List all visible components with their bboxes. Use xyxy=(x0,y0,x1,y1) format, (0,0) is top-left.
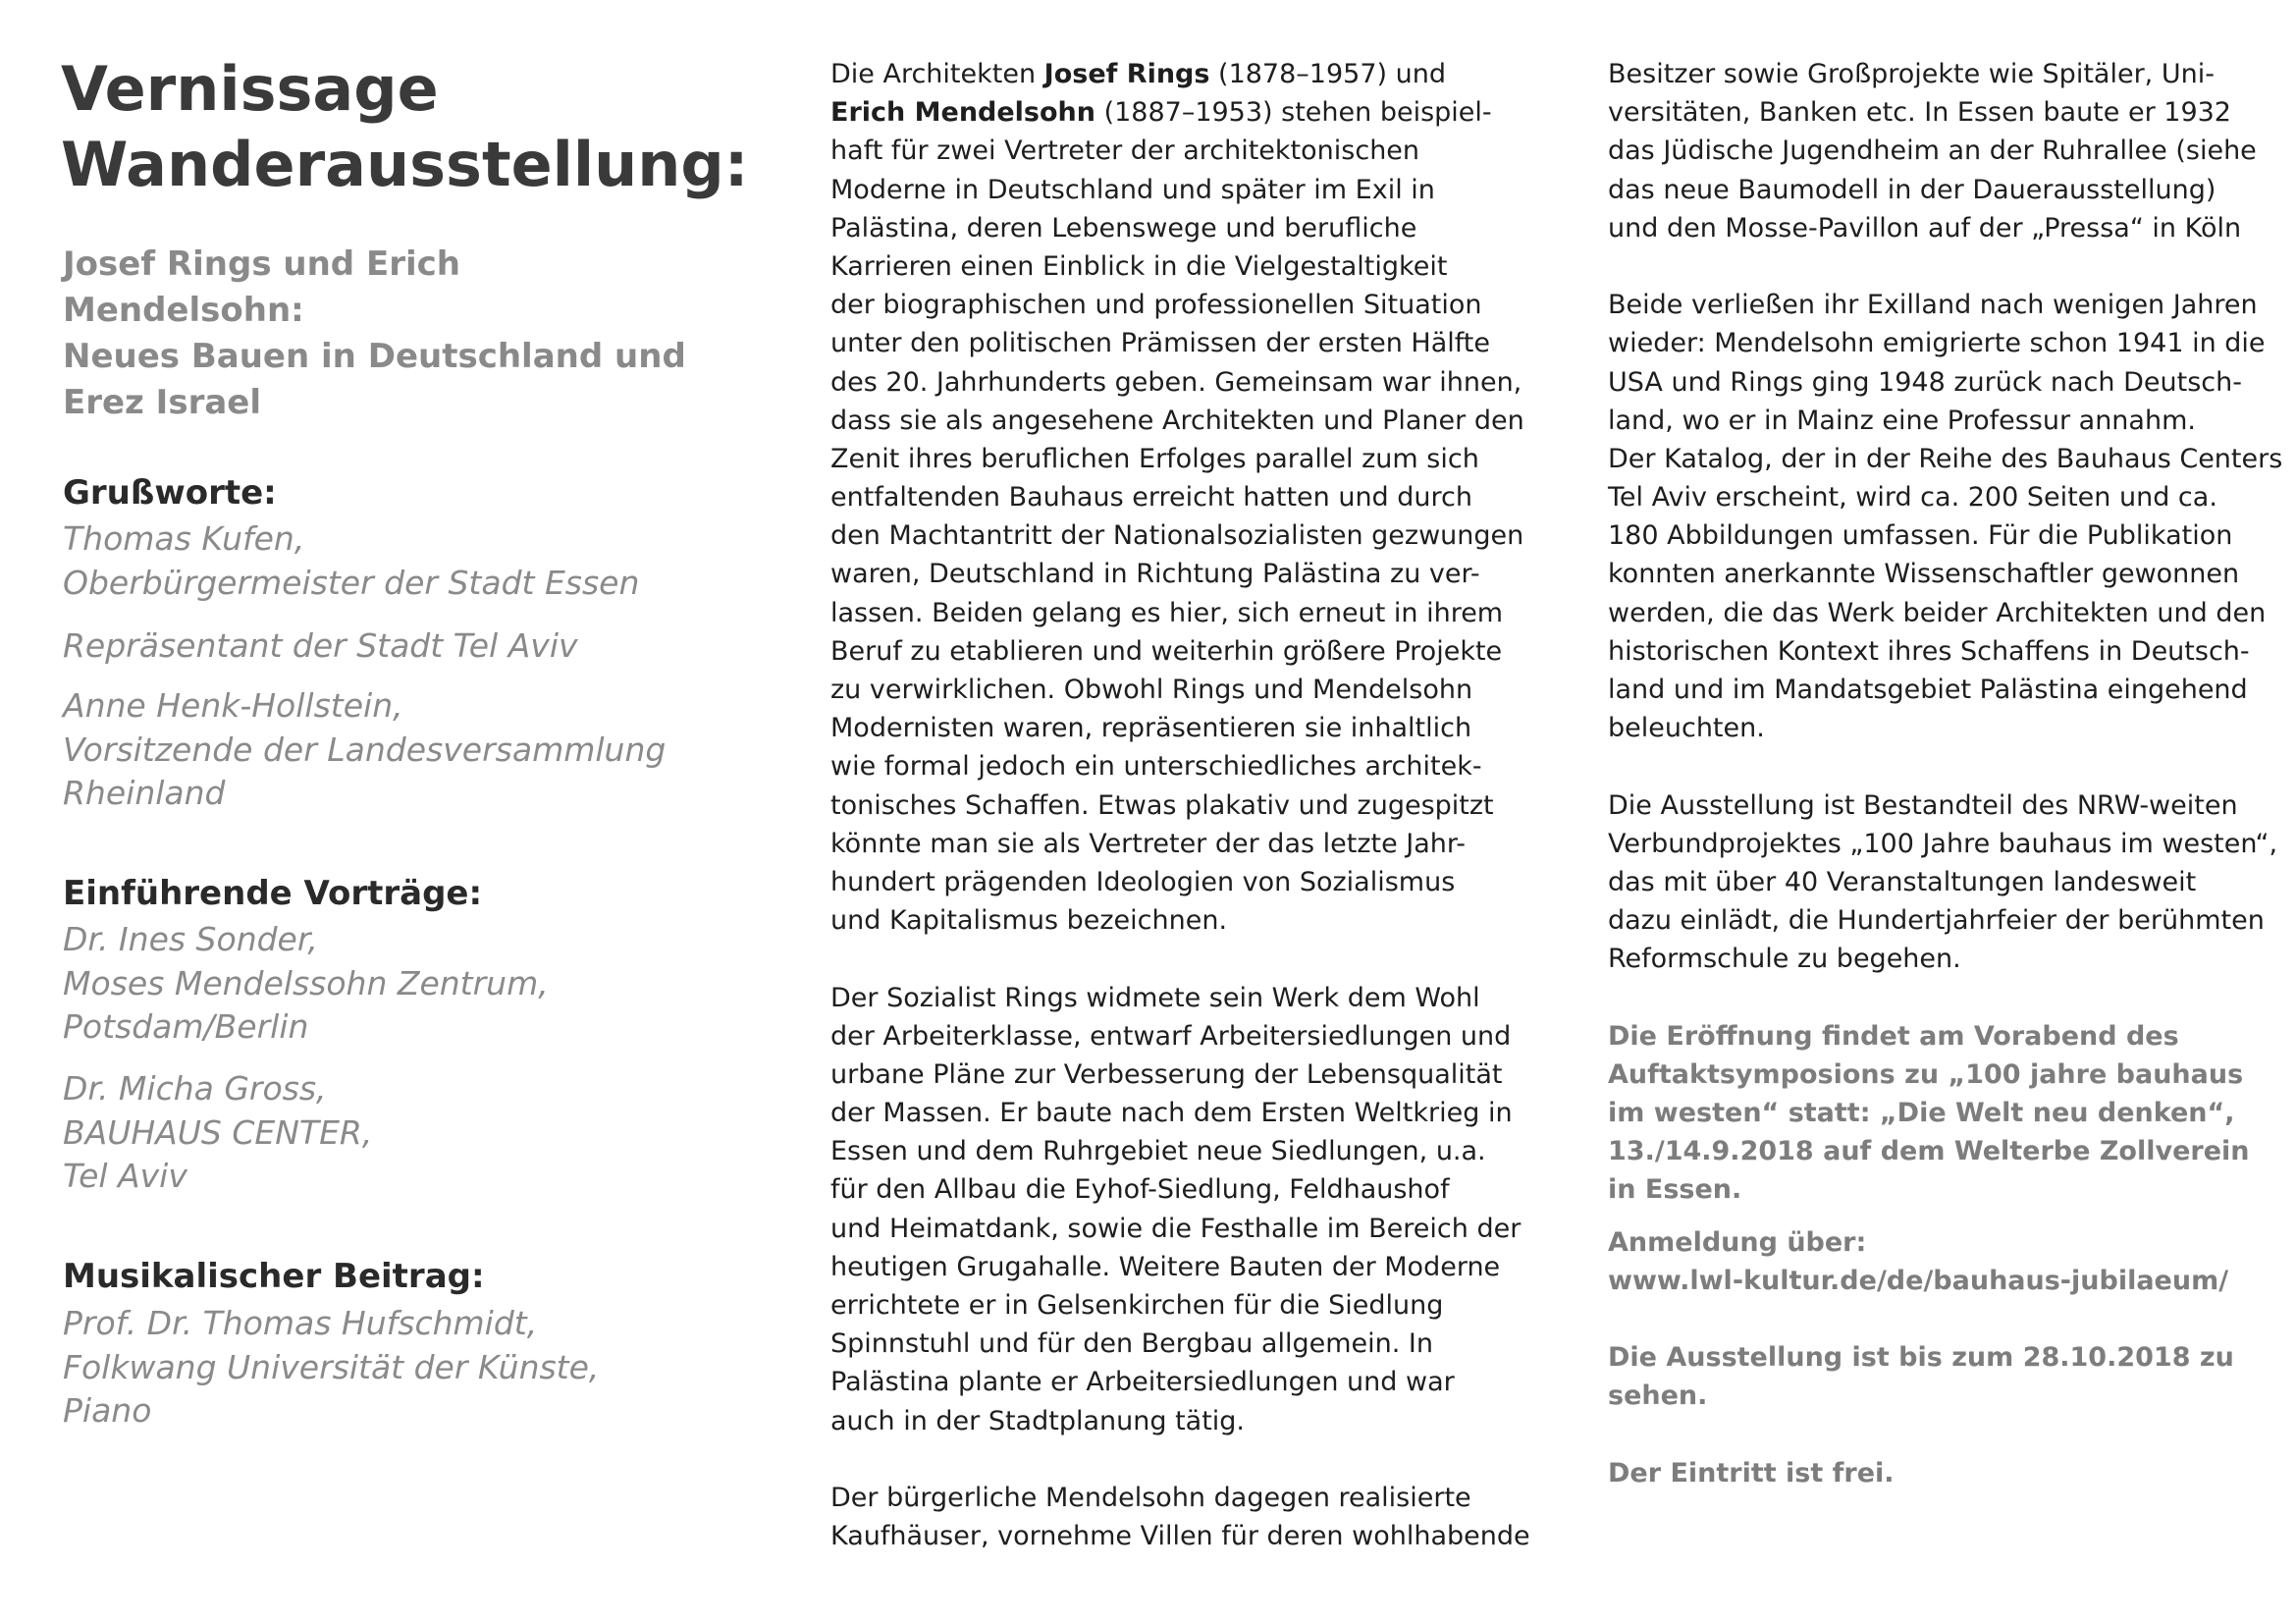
event-title-line: Vernissage xyxy=(61,53,439,125)
text-line: historischen Kontext ihres Schaffens in Deutsch- xyxy=(1608,635,2250,667)
text-line: den Machtantritt der Nationalsozialisten gezwungen xyxy=(830,520,1524,552)
event-title-line: Wanderausstellung: xyxy=(61,129,749,200)
paragraph-mendelsohn xyxy=(830,1479,1530,1555)
event-title xyxy=(61,51,749,202)
text-line: könnte man sie als Vertreter der das letzte Jahr- xyxy=(830,828,1467,859)
speaker-line: Dr. Micha Gross, xyxy=(63,1069,327,1108)
text-line: heutigen Grugahalle. Weitere Bauten der Moderne xyxy=(830,1251,1501,1282)
subtitle-line: Erez Israel xyxy=(63,383,261,422)
text-line: werden, die das Werk beider Architekten und den xyxy=(1608,597,2267,628)
speaker-line: Tel Aviv xyxy=(63,1157,187,1195)
text-line: Der bürgerliche Mendelsohn dagegen realisierte xyxy=(830,1482,1471,1513)
section-heading-grussworte: Grußworte: xyxy=(63,473,277,513)
speaker-line: Dr. Ines Sonder, xyxy=(63,920,318,958)
text-line: der biographischen und professionellen Situation xyxy=(830,290,1482,321)
text-line xyxy=(830,55,1518,93)
text-line: der Massen. Er baute nach dem Ersten Weltkrieg in xyxy=(830,1098,1513,1129)
paragraph-rings xyxy=(830,979,1522,1440)
text-line: des 20. Jahrhunderts geben. Gemeinsam war ihnen, xyxy=(830,366,1522,398)
body-column-middle xyxy=(830,55,1530,1555)
text-line: wieder: Mendelsohn emigrierte schon 1941 in die xyxy=(1608,328,2266,359)
text-line: zu verwirklichen. Obwohl Rings und Mendelsohn xyxy=(830,675,1473,705)
speaker-line: Oberbürgermeister der Stadt Essen xyxy=(63,563,640,602)
text-line: land und im Mandatsgebiet Palästina eingehend xyxy=(1608,675,2248,705)
text-line: Der Katalog, der in der Reihe des Bauhaus Centers xyxy=(1608,443,2283,474)
text-line: Die Ausstellung ist Bestandteil des NRW-weiten xyxy=(1608,789,2238,821)
text-line: unter den politischen Prämissen der ersten Hälfte xyxy=(830,328,1491,359)
text-line: Die Eröffnung findet am Vorabend des xyxy=(1608,1020,2179,1052)
text-run: (1887–1953) stehen beispiel- xyxy=(1095,97,1492,129)
section-heading-musik: Musikalischer Beitrag: xyxy=(63,1257,485,1296)
text-line: tonisches Schaffen. Etwas plakativ und zugespitzt xyxy=(830,789,1494,821)
speaker-line: Potsdam/Berlin xyxy=(63,1007,309,1046)
speaker-entry xyxy=(63,517,639,605)
speaker-line: Moses Mendelssohn Zentrum, xyxy=(63,963,549,1002)
speaker-line: BAUHAUS CENTER, xyxy=(63,1112,373,1152)
text-line: dass sie als angesehene Architekten und Planer den xyxy=(830,405,1524,436)
text-line: Essen und dem Ruhrgebiet neue Siedlungen, u.a. xyxy=(830,1136,1486,1167)
text-line: das neue Baumodell in der Dauerausstellung) xyxy=(1608,174,2216,205)
text-line: Moderne in Deutschland und später im Exil in xyxy=(830,174,1435,205)
paragraph-nrw-project xyxy=(1608,786,2278,979)
subtitle-line: Josef Rings und Erich Mendelsohn: xyxy=(63,244,460,330)
speaker-line: Folkwang Universität der Künste, xyxy=(63,1347,600,1386)
text-line: Tel Aviv erscheint, wird ca. 200 Seiten und ca. xyxy=(1608,482,2217,514)
text-line: Reformschule zu begehen. xyxy=(1608,944,1961,975)
text-line: Modernisten waren, repräsentieren sie inhaltlich xyxy=(830,713,1472,744)
text-line: in Essen. xyxy=(1608,1174,1742,1206)
text-line: das Jüdische Jugendheim an der Ruhrallee (siehe xyxy=(1608,135,2257,167)
text-line: versitäten, Banken etc. In Essen baute er 1932 xyxy=(1608,97,2231,129)
subtitle-line: Neues Bauen in Deutschland und xyxy=(63,337,686,376)
text-line: Verbundprojektes „100 Jahre bauhaus im westen“, xyxy=(1608,828,2278,859)
text-line: Besitzer sowie Großprojekte wie Spitäler, Uni- xyxy=(1608,59,2215,89)
architect-name: Josef Rings xyxy=(1043,59,1210,89)
text-line: konnten anerkannte Wissenschaftler gewonnen xyxy=(1608,559,2240,590)
text-line: der Arbeiterklasse, entwarf Arbeitersiedlungen und xyxy=(830,1020,1512,1052)
text-line: Beruf zu etablieren und weiterhin größere Projekte xyxy=(830,635,1503,667)
speaker-line: Prof. Dr. Thomas Hufschmidt, xyxy=(63,1304,538,1342)
speaker-line: Vorsitzende der Landesversammlung xyxy=(63,730,667,769)
text-line: dazu einlädt, die Hundertjahrfeier der berühmten xyxy=(1608,905,2265,937)
text-line: und den Mosse-Pavillon auf der „Pressa“ in Köln xyxy=(1608,212,2242,244)
text-line: Auftaktsymposions zu „100 jahre bauhaus xyxy=(1608,1058,2244,1090)
paragraph-intro xyxy=(830,132,1524,940)
text-line: im westen“ statt: „Die Welt neu denken“, xyxy=(1608,1098,2235,1129)
text-line: Spinnstuhl und für den Bergbau allgemein. In xyxy=(830,1328,1433,1360)
section-heading-vortraege: Einführende Vorträge: xyxy=(63,874,483,913)
text-line: entfaltenden Bauhaus erreicht hatten und durch xyxy=(830,482,1472,514)
text-line: wie formal jedoch ein unterschiedliches architek- xyxy=(830,751,1482,783)
text-line: urbane Pläne zur Verbesserung der Lebensqualität xyxy=(830,1058,1503,1090)
speaker-entry xyxy=(63,684,666,816)
text-line: USA und Rings ging 1948 zurück nach Deutsch- xyxy=(1608,366,2242,398)
text-line: und Kapitalismus bezeichnen. xyxy=(830,905,1228,937)
text-line: und Heimatdank, sowie die Festhalle im Bereich der xyxy=(830,1213,1522,1244)
speaker-line: Rheinland xyxy=(63,774,226,812)
text-line xyxy=(830,93,1518,132)
speaker-line: Repräsentant der Stadt Tel Aviv xyxy=(63,626,578,665)
paragraph-exile-catalogue xyxy=(1608,286,2283,747)
text-line: land, wo er in Mainz eine Professur annahm. xyxy=(1608,405,2196,436)
text-line: Zenit ihres beruflichen Erfolges parallel zum sich xyxy=(830,443,1479,474)
opening-info xyxy=(1608,1017,2275,1210)
registration-info xyxy=(1608,1223,2275,1300)
text-line: errichtete er in Gelsenkirchen für die Siedlung xyxy=(830,1290,1444,1321)
architect-name: Erich Mendelsohn xyxy=(830,97,1095,129)
text-line: sehen. xyxy=(1608,1380,1708,1412)
body-column-right xyxy=(1608,55,2283,1492)
speaker-entry xyxy=(63,624,578,669)
text-line: Die Ausstellung ist bis zum 28.10.2018 zu xyxy=(1608,1342,2234,1374)
text-line: Kaufhäuser, vornehme Villen für deren wohlhabende xyxy=(830,1521,1530,1552)
text-line: Palästina plante er Arbeitersiedlungen und war xyxy=(830,1367,1455,1398)
text-line: hundert prägenden Ideologien von Sozialismus xyxy=(830,866,1456,897)
text-line: Karrieren einen Einblick in die Vielgestaltigkeit xyxy=(830,250,1448,282)
event-subtitle xyxy=(63,242,691,426)
text-line: Beide verließen ihr Exilland nach wenigen Jahren xyxy=(1608,290,2258,321)
text-run: (1878–1957) und xyxy=(1209,59,1446,89)
speaker-entry xyxy=(63,1067,372,1199)
text-run: Die Architekten xyxy=(830,59,1044,89)
paragraph-mendelsohn-cont xyxy=(1608,55,2275,247)
text-line: 13./14.9.2018 auf dem Welterbe Zollverein xyxy=(1608,1136,2250,1167)
speaker-entry xyxy=(63,918,549,1050)
admission-info: Der Eintritt ist frei. xyxy=(1608,1457,1895,1489)
text-line: Der Sozialist Rings widmete sein Werk dem Wohl xyxy=(830,982,1480,1013)
duration-info xyxy=(1608,1338,2275,1415)
text-line: beleuchten. xyxy=(1608,713,1765,744)
program-panel xyxy=(0,0,764,1624)
text-line: waren, Deutschland in Richtung Palästina zu ver- xyxy=(830,559,1480,590)
text-line: Palästina, deren Lebenswege und berufliche xyxy=(830,212,1417,244)
text-line: Anmeldung über: xyxy=(1608,1226,1867,1258)
speaker-line: Anne Henk-Hollstein, xyxy=(63,686,403,725)
text-line: 180 Abbildungen umfassen. Für die Publikation xyxy=(1608,520,2233,552)
text-line: lassen. Beiden gelang es hier, sich erneut in ihrem xyxy=(830,597,1504,628)
text-line: haft für zwei Vertreter der architektonischen xyxy=(830,135,1420,167)
text-line: für den Allbau die Eyhof-Siedlung, Feldhaushof xyxy=(830,1174,1450,1206)
text-line: www.lwl-kultur.de/de/bauhaus-jubilaeum/ xyxy=(1608,1265,2229,1296)
text-line: das mit über 40 Veranstaltungen landesweit xyxy=(1608,866,2197,897)
speaker-entry xyxy=(63,1302,599,1434)
text-line: auch in der Stadtplanung tätig. xyxy=(830,1405,1246,1436)
speaker-line: Thomas Kufen, xyxy=(63,519,305,558)
speaker-line: Piano xyxy=(63,1391,152,1430)
